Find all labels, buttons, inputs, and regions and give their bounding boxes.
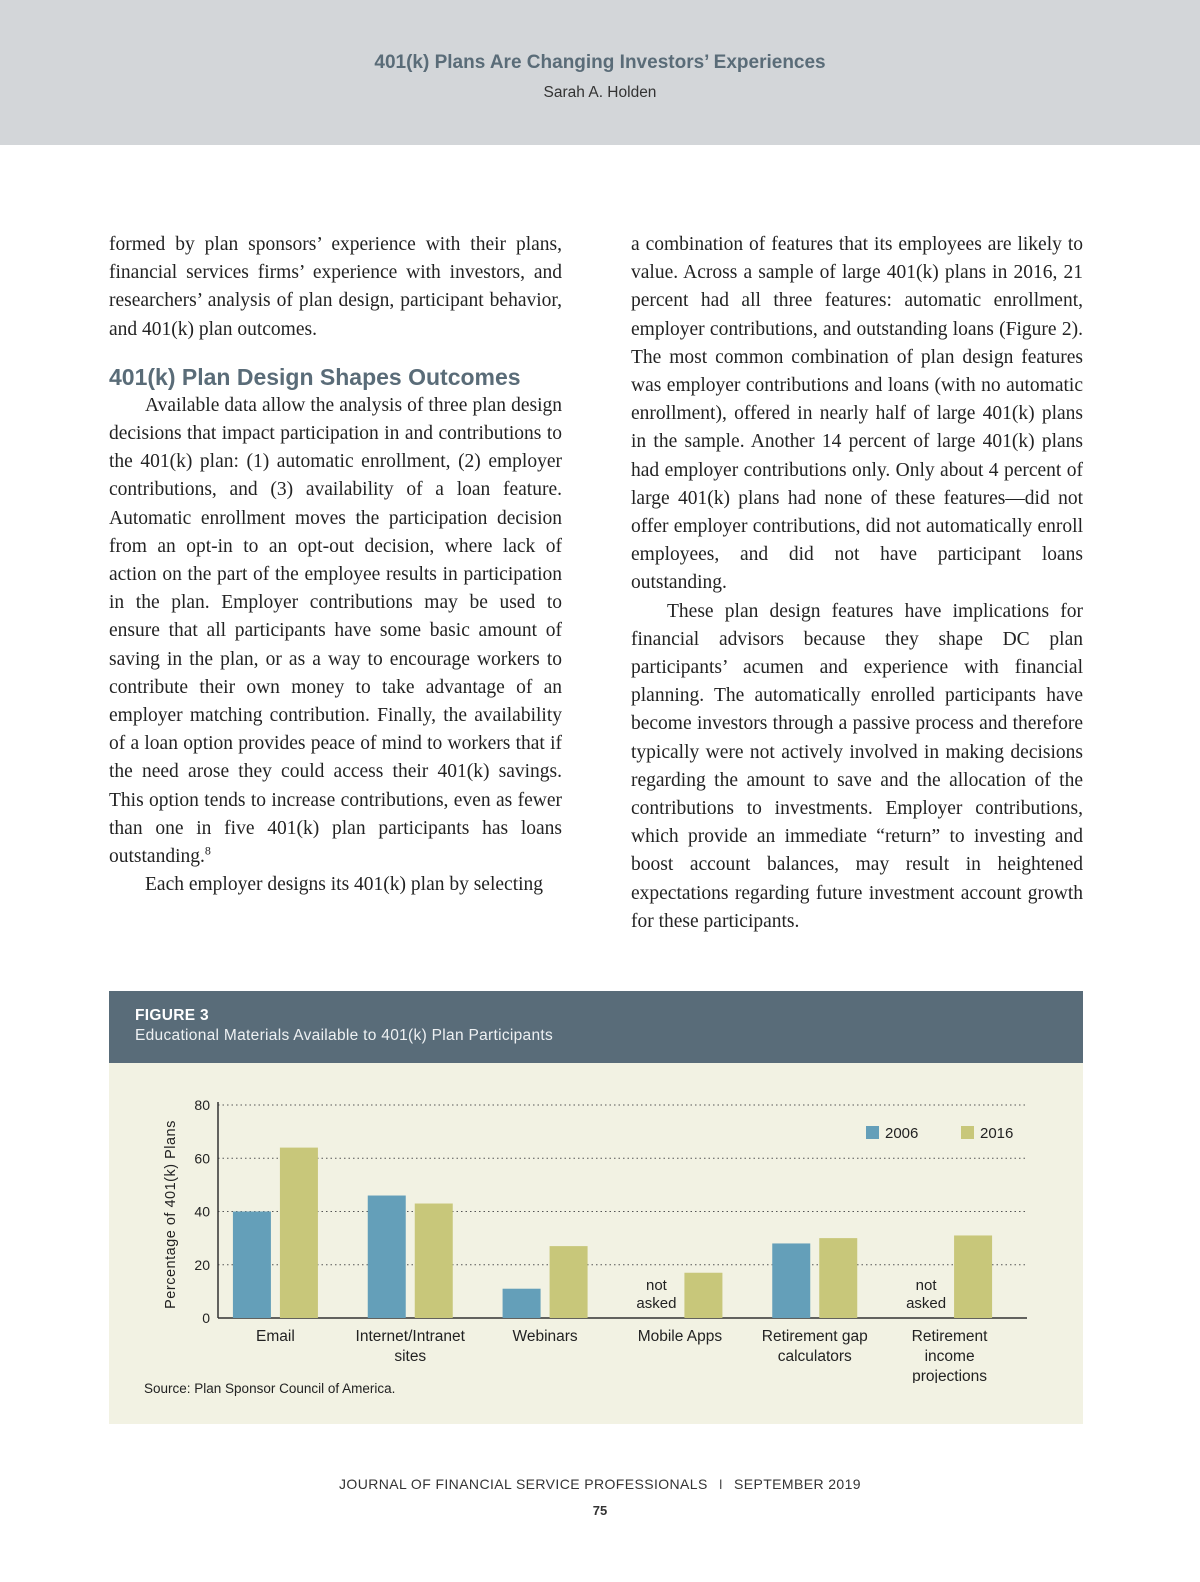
figure-3: [109, 991, 1083, 1424]
issue-date: SEPTEMBER 2019: [734, 1476, 861, 1492]
bar-2006: [233, 1212, 271, 1319]
left-column: [109, 231, 562, 899]
x-category-label: income: [924, 1348, 975, 1365]
bar-2016: [954, 1235, 992, 1318]
footnote-ref[interactable]: 8: [204, 843, 211, 858]
section-heading: 401(k) Plan Design Shapes Outcomes: [109, 363, 521, 390]
paragraph: a combination of features that its employees are likely to value. Across a sample of large 401(k) plans in 2016, 21 percent had all three features: automatic enrollment, employer contributions, and outstanding loans (Figure 2). The most common combination of plan design features was employer contributions and loans (with no automatic enrollment), offered in nearly half of large 401(k) plans in the sample. Another 14 percent of large 401(k) plans had employer contributions only. Only about 4 percent of large 401(k) plans had none of these features—did not offer employer contributions, did not automatically enroll employees, and did not have participant loans outstanding.: [631, 234, 1083, 594]
running-header-author: Sarah A. Holden: [543, 84, 657, 101]
not-asked-label: asked: [906, 1295, 947, 1312]
footer: [0, 1476, 1200, 1492]
x-category-label: Retirement gap: [761, 1328, 868, 1345]
bar-2006: [368, 1196, 406, 1318]
legend-swatch-2006: [866, 1126, 879, 1139]
not-asked-label: asked: [636, 1295, 677, 1312]
page-number: 75: [592, 1503, 608, 1518]
running-header-title: 401(k) Plans Are Changing Investors’ Experiences: [374, 52, 826, 73]
y-axis-title: Percentage of 401(k) Plans: [163, 1120, 179, 1309]
bar-2016: [280, 1148, 318, 1318]
bar-2006: [503, 1289, 541, 1318]
y-tick-label: 60: [194, 1150, 210, 1167]
bar-chart: [109, 1063, 1083, 1383]
running-header: [0, 0, 1200, 145]
legend-label: 2006: [885, 1125, 919, 1142]
footer-separator: I: [718, 1476, 723, 1492]
legend-swatch-2016: [961, 1126, 974, 1139]
paragraph: formed by plan sponsors’ experience with their plans, financial services firms’ experience with investors, and researchers’ analysis of plan design, participant behavior, and 401(k) plan outcomes.: [109, 234, 562, 340]
bar-2006: [772, 1243, 810, 1318]
right-column: [631, 231, 1083, 936]
x-category-label: Email: [256, 1328, 295, 1345]
x-category-label: Retirement: [911, 1328, 988, 1345]
legend-label: 2016: [980, 1125, 1014, 1142]
y-tick-label: 40: [194, 1203, 210, 1220]
y-tick-label: 80: [194, 1097, 210, 1113]
paragraph-text: Available data allow the analysis of three plan design decisions that impact participation in and contributions to the 401(k) plan: (1) automatic enrollment, (2) employer contributions, and (3) availability of a loan feature. Automatic enrollment moves the participation decision from an opt-in to an opt-out decision, where lack of action on the part of the employee results in participation in the plan. Employer contributions may be used to ensure that all participants have some basic amount of saving in the plan, or as a way to encourage workers to contribute their own money to take advantage of an employer matching contribution. Finally, the availability of a loan option provides peace of mind to workers that if the need arose they could access their 401(k) savings. This option tends to increase contributions, even as fewer than one in five 401(k) plan participants has loans outstanding.: [109, 394, 562, 868]
x-category-label: projections: [912, 1368, 988, 1383]
x-category-label: Internet/Intranet: [355, 1328, 465, 1345]
figure-caption: Educational Materials Available to 401(k) Plan Participants: [135, 1027, 554, 1044]
x-category-label: sites: [394, 1348, 427, 1365]
x-category-label: Webinars: [512, 1328, 578, 1345]
journal-name: JOURNAL OF FINANCIAL SERVICE PROFESSIONALS: [339, 1476, 708, 1492]
bar-2016: [550, 1246, 588, 1318]
y-tick-label: 0: [202, 1310, 210, 1326]
x-category-label: Mobile Apps: [637, 1328, 723, 1345]
bar-2016: [819, 1238, 857, 1318]
paragraph: [109, 392, 562, 871]
not-asked-label: not: [645, 1277, 667, 1294]
figure-label: FIGURE 3: [135, 1007, 209, 1024]
paragraph: These plan design features have implications for financial advisors because they shape DC plan participants’ acumen and experience with financial planning. The automatically enrolled participants have become investors through a passive process and therefore typically were not actively involved in making decisions regarding the amount to save and the allocation of the contributions to investments. Employer contributions, which provide an immediate “return” to investing and boost account balances, may result in heightened expectations regarding future investment account growth for these participants.: [631, 600, 1083, 932]
paragraph: Each employer designs its 401(k) plan by selecting: [145, 874, 544, 896]
x-category-label: calculators: [777, 1348, 852, 1365]
source-note: Source: Plan Sponsor Council of America.: [144, 1381, 396, 1396]
y-tick-label: 20: [194, 1256, 210, 1273]
figure-header: [109, 991, 1083, 1063]
not-asked-label: not: [915, 1277, 937, 1294]
bar-2016: [415, 1204, 453, 1318]
bar-2016: [684, 1273, 722, 1318]
